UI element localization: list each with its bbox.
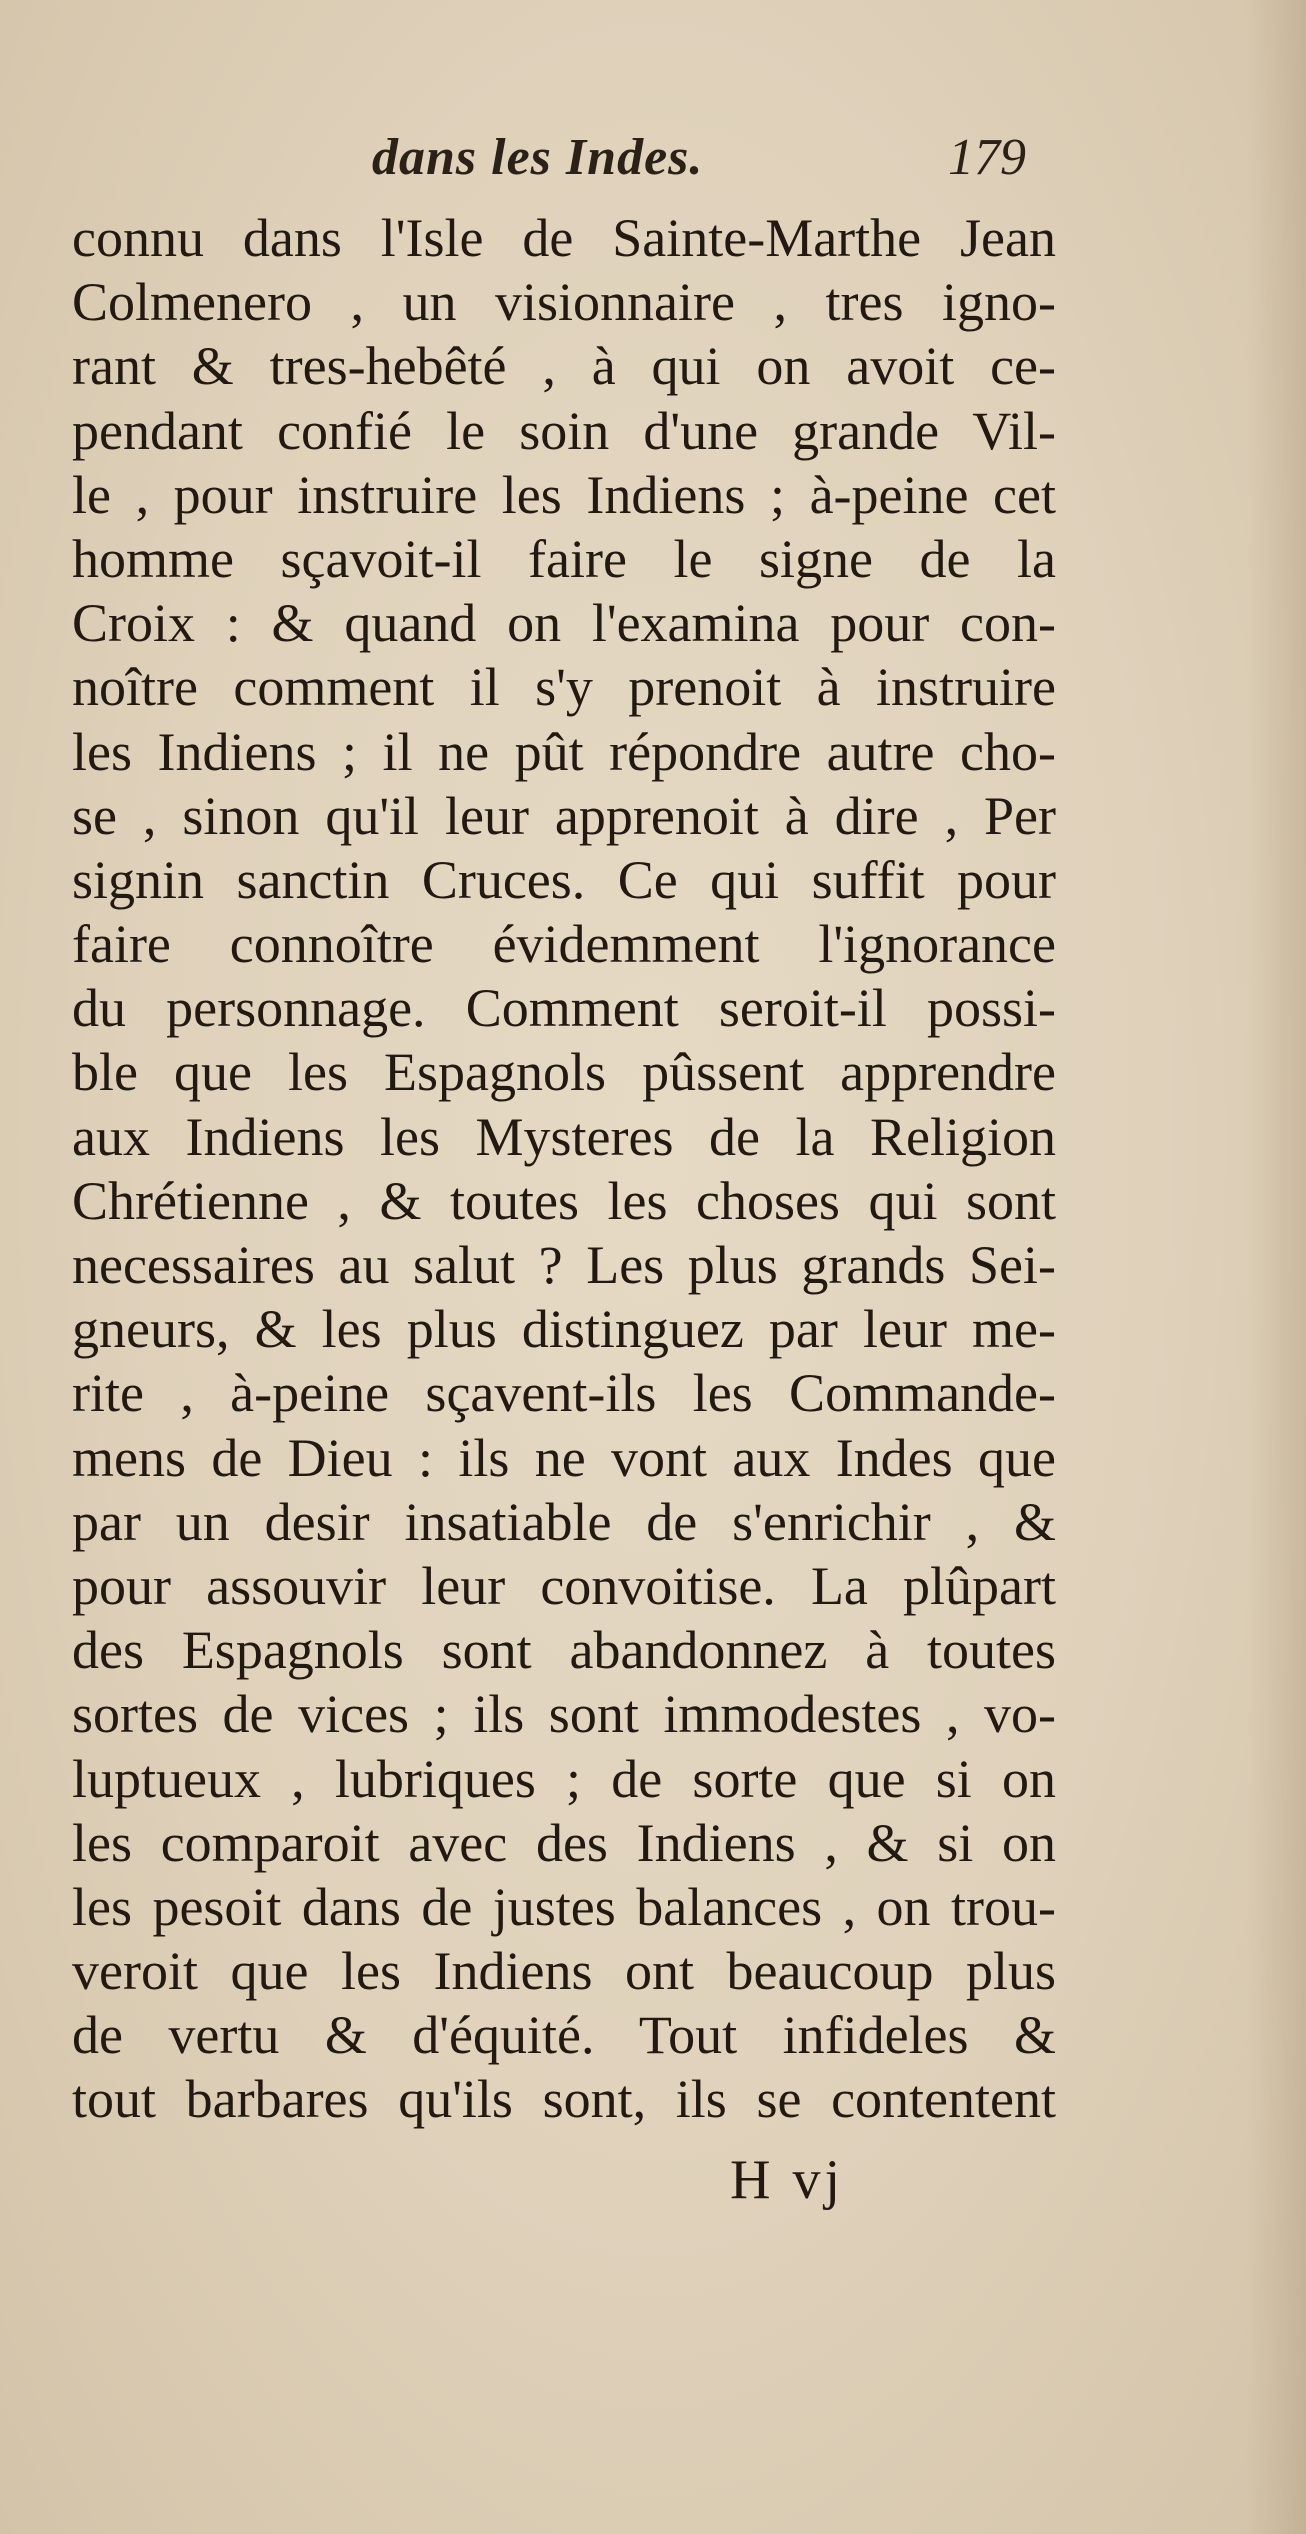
text-line: signin sanctin Cruces. Ce qui suffit pour bbox=[72, 849, 1056, 910]
text-line: par un desir insatiable de s'enrichir , & bbox=[72, 1491, 1056, 1552]
text-line: necessaires au salut ? Les plus grands Sei- bbox=[72, 1235, 1056, 1295]
text-line: tout barbares qu'ils sont, ils se contentent bbox=[72, 2069, 1056, 2130]
text-line: les pesoit dans de justes balances , on trou- bbox=[72, 1876, 1056, 1937]
text-line: connu dans l'Isle de Sainte-Marthe Jean bbox=[72, 208, 1056, 268]
text-line: gneurs, & les plus distinguez par leur me- bbox=[72, 1299, 1056, 1360]
page-number: 179 bbox=[948, 129, 1026, 186]
text-line: ble que les Espagnols pûssent apprendre bbox=[72, 1042, 1056, 1103]
text-line: du personnage. Comment seroit-il possi- bbox=[72, 978, 1056, 1039]
text-line: aux Indiens les Mysteres de la Religion bbox=[72, 1106, 1056, 1167]
running-head-title: dans les Indes. bbox=[372, 129, 704, 186]
page-edge-shadow bbox=[1246, 0, 1306, 2534]
text-line: pour assouvir leur convoitise. La plûpart bbox=[72, 1555, 1056, 1616]
text-line: mens de Dieu : ils ne vont aux Indes que bbox=[72, 1427, 1056, 1488]
text-line: les Indiens ; il ne pût répondre autre cho- bbox=[72, 721, 1056, 782]
body-text bbox=[72, 206, 1056, 2132]
running-head bbox=[0, 128, 1306, 208]
text-line: rite , à-peine sçavent-ils les Commande- bbox=[72, 1363, 1056, 1424]
text-line: des Espagnols sont abandonnez à toutes bbox=[72, 1620, 1056, 1681]
text-line: se , sinon qu'il leur apprenoit à dire , Per bbox=[72, 785, 1056, 846]
text-line: homme sçavoit-il faire le signe de la bbox=[72, 528, 1056, 589]
text-line: sortes de vices ; ils sont immodestes , vo- bbox=[72, 1684, 1056, 1745]
text-line: Chrétienne , & toutes les choses qui sont bbox=[72, 1170, 1056, 1231]
text-line: le , pour instruire les Indiens ; à-peine cet bbox=[72, 464, 1056, 525]
text-line: de vertu & d'équité. Tout infideles & bbox=[72, 2005, 1056, 2066]
text-line: luptueux , lubriques ; de sorte que si on bbox=[72, 1748, 1056, 1809]
text-line: rant & tres-hebêté , à qui on avoit ce- bbox=[72, 336, 1056, 397]
text-line: veroit que les Indiens ont beaucoup plus bbox=[72, 1941, 1056, 2002]
signature-mark: H vj bbox=[730, 2149, 844, 2211]
text-line: noître comment il s'y prenoit à instruire bbox=[72, 657, 1056, 718]
text-line: Croix : & quand on l'examina pour con- bbox=[72, 593, 1056, 654]
text-line: faire connoître évidemment l'ignorance bbox=[72, 914, 1056, 975]
text-line: les comparoit avec des Indiens , & si on bbox=[72, 1812, 1056, 1873]
text-line: pendant confié le soin d'une grande Vil- bbox=[72, 400, 1056, 461]
text-line: Colmenero , un visionnaire , tres igno- bbox=[72, 272, 1056, 333]
